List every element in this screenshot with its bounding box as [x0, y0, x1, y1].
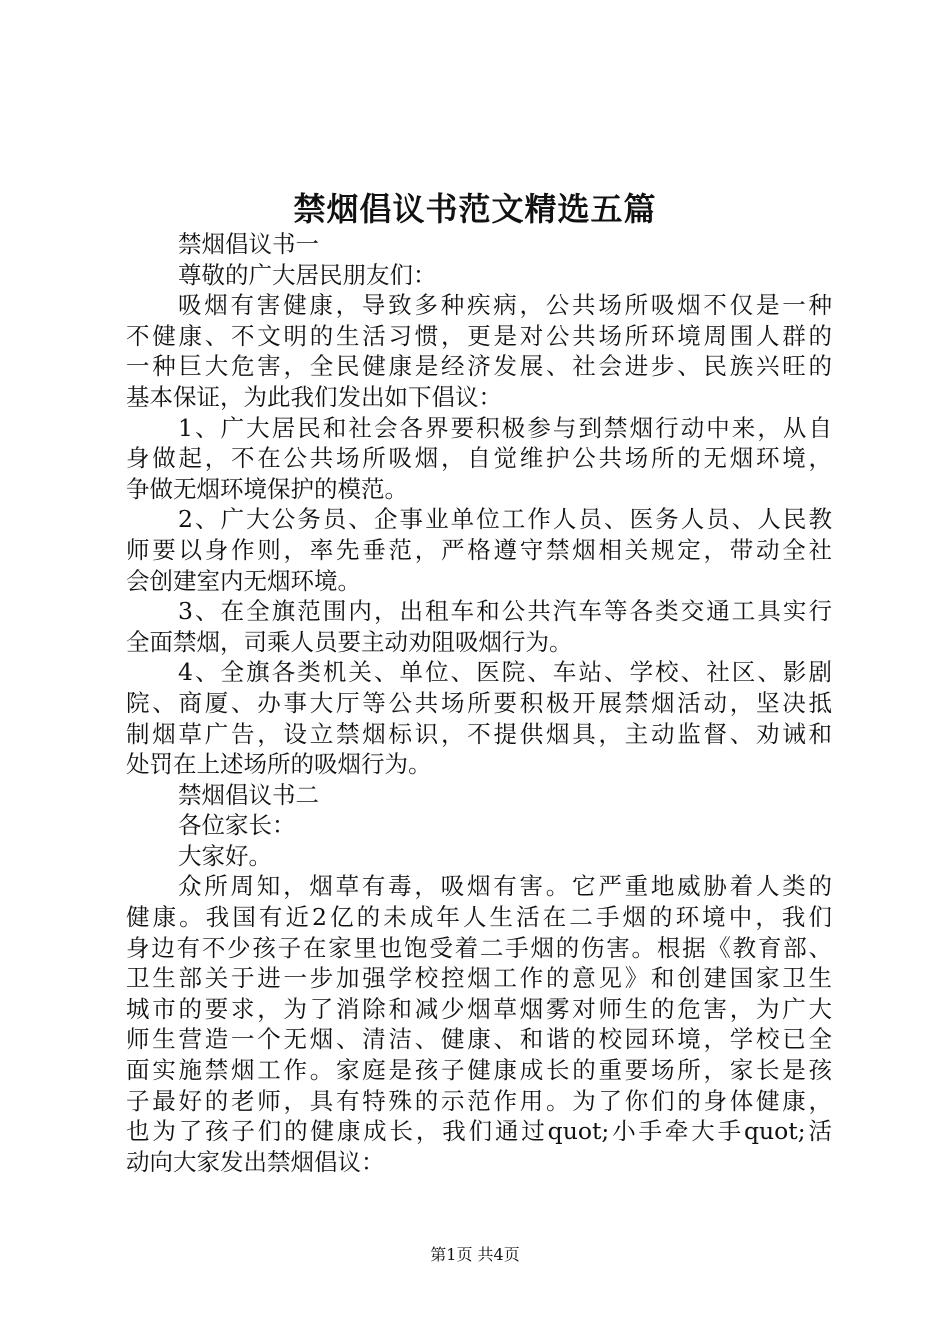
text-line: 4、全旗各类机关、单位、医院、车站、学校、社区、影剧 [178, 658, 832, 687]
text-line: 全面禁烟，司乘人员要主动劝阻吸烟行为。 [126, 627, 573, 656]
text-line: 禁烟倡议书一 [178, 230, 319, 258]
text-line: 师要以身作则，率先垂范，严格遵守禁烟相关规定，带动全社 [126, 535, 832, 564]
text-line: 面实施禁烟工作。家庭是孩子健康成长的重要场所，家长是孩 [126, 1056, 832, 1085]
text-line: 城市的要求，为了消除和减少烟草烟雾对师生的危害，为广大 [126, 994, 832, 1023]
text-line: 2、广大公务员、企事业单位工作人员、医务人员、人民教 [178, 505, 832, 534]
text-line: 尊敬的广大居民朋友们： [178, 260, 437, 289]
text-line: 大家好。 [178, 841, 272, 870]
text-line: 身边有不少孩子在家里也饱受着二手烟的伤害。根据《教育部、 [126, 933, 832, 962]
text-line: 基本保证，为此我们发出如下倡议： [126, 382, 502, 411]
text-line: 卫生部关于进一步加强学校控烟工作的意见》和创建国家卫生 [126, 964, 832, 993]
text-line: 众所周知，烟草有毒，吸烟有害。它严重地威胁着人类的 [178, 872, 832, 901]
text-line: 不健康、不文明的生活习惯，更是对公共场所环境周围人群的 [126, 321, 832, 350]
text-line: 子最好的老师，具有特殊的示范作用。为了你们的身体健康， [126, 1086, 832, 1115]
text-line: 禁烟倡议书二 [178, 780, 319, 809]
text-line: 争做无烟环境保护的模范。 [126, 474, 408, 503]
text-line: 院、商厦、办事大厅等公共场所要积极开展禁烟活动，坚决抵 [126, 688, 832, 717]
text-line: 身做起，不在公共场所吸烟，自觉维护公共场所的无烟环境， [126, 444, 832, 473]
page-footer: 第1页 共4页 [430, 1245, 520, 1264]
text-line: 吸烟有害健康，导致多种疾病，公共场所吸烟不仅是一种 [178, 291, 832, 320]
text-line: 制烟草广告，设立禁烟标识，不提供烟具，主动监督、劝诫和 [126, 719, 832, 748]
text-line: 师生营造一个无烟、清洁、健康、和谐的校园环境，学校已全 [126, 1025, 832, 1054]
document-body [126, 229, 832, 1177]
text-line: 3、在全旗范围内，出租车和公共汽车等各类交通工具实行 [178, 597, 832, 626]
text-line: 会创建室内无烟环境。 [126, 566, 361, 595]
text-line: 也为了孩子们的健康成长，我们通过quot;小手牵大手quot;活 [126, 1117, 832, 1146]
text-line: 各位家长： [178, 811, 296, 840]
document-title: 禁烟倡议书范文精选五篇 [293, 190, 657, 228]
text-line: 处罚在上述场所的吸烟行为。 [126, 750, 432, 779]
text-line: 健康。我国有近2亿的未成年人生活在二手烟的环境中，我们 [126, 903, 832, 932]
text-line: 动向大家发出禁烟倡议： [126, 1147, 385, 1176]
text-line: 1、广大居民和社会各界要积极参与到禁烟行动中来，从自 [178, 413, 832, 442]
text-line: 一种巨大危害，全民健康是经济发展、社会进步、民族兴旺的 [126, 352, 832, 381]
